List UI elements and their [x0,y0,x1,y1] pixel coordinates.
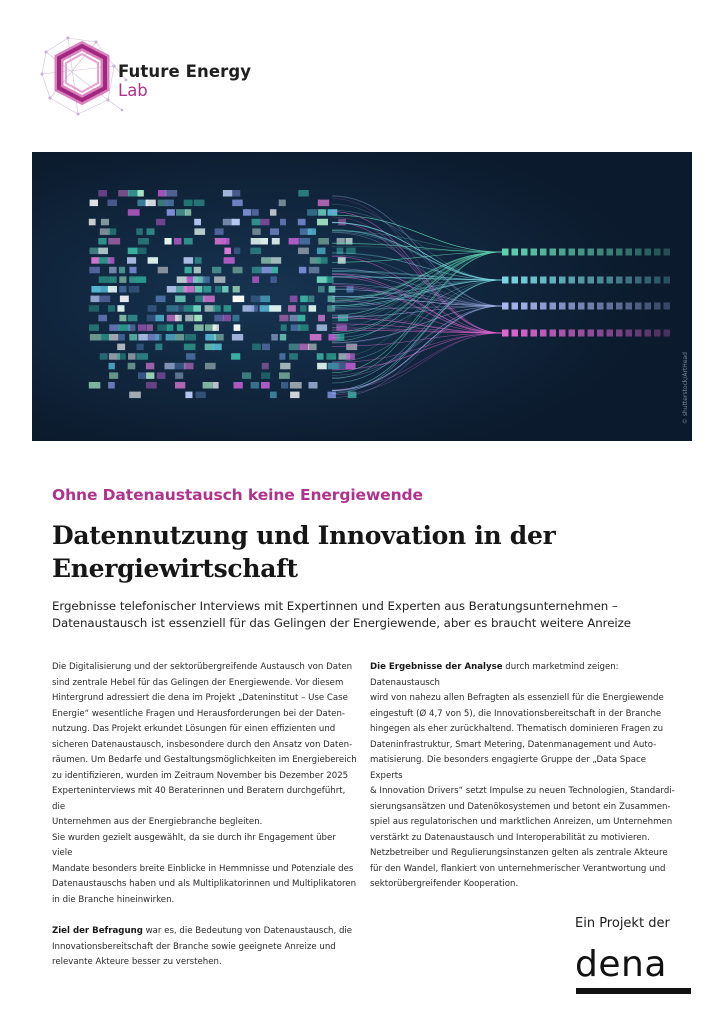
data-stream-illustration [32,152,692,441]
text-line [370,660,675,691]
goal-line-3: relevante Akteure besser zu verstehen. [52,957,222,967]
text-line: & Innovation Drivers“ setzt Impulse zu neuen Technologien, Standardi- [370,786,675,796]
text-line: in die Branche hineinwirken. [52,894,175,905]
text-line: eingestuft (Ø 4,7 von 5), die Innovationsbereitschaft in der Branche [370,708,662,719]
subtitle-line-2: Datenaustausch ist essenziell für das Gelingen der Energiewende, aber es braucht weitere Anreize [52,616,632,630]
image-credit: © shutterstock/ArtHead [682,352,689,425]
text-line: hingegen als eher zurückhaltend. Thematisch dominieren Fragen zu [370,724,664,734]
goal-bold-lead: Ziel der Befragung [52,926,143,936]
dena-logo: dena [575,944,667,985]
text-line: Energie“ wesentliche Fragen und Herausforderungen bei der Daten- [52,708,346,719]
text-line [52,924,357,940]
text-line: verstärkt zu Datenaustausch und Interoperabilität zu motivieren. [370,832,650,843]
intro-paragraph [52,660,357,908]
text-line: Die Digitalisierung und der sektorübergreifende Austausch von Daten [52,662,353,672]
text-line: Datenaustauschs haben und als Multiplikatorinnen und Multiplikatoren [52,879,357,889]
future-energy-lab-logo [38,30,268,120]
title-line-2: Energiewirtschaft [52,554,298,583]
left-column [52,660,357,971]
text-line: spiel aus regulatorischen und marktlichen Anreizen, um Unternehmen [370,817,673,827]
dena-logo-bar [576,988,691,994]
text-line: zu identifizieren, wurden im Zeitraum November bis Dezember 2025 [52,770,349,781]
hexagon-network-icon [38,30,128,120]
goal-line-2: Innovationsbereitschaft der Branche sowie geeignete Anreize und [52,941,336,952]
text-line: Dateninfrastruktur, Smart Metering, Datenmanagement und Auto- [370,739,657,750]
results-bold-lead: Die Ergebnisse der Analyse [370,662,503,672]
text-line: Sie wurden gezielt ausgewählt, da sie durch ihr Engagement über viele [52,832,336,858]
goal-paragraph [52,924,357,971]
subtitle-line-1: Ergebnisse telefonischer Interviews mit Expertinnen und Experten aus Beratungsunternehmen – [52,599,618,613]
text-line: nutzung. Das Projekt erkundet Lösungen für einen effizienten und [52,724,336,734]
logo-wordmark [118,63,251,100]
results-line-1: durch marketmind zeigen: Datenaustausch [370,662,619,688]
kicker-heading: Ohne Datenaustausch keine Energiewende [52,486,423,504]
right-column [370,660,675,893]
text-line: sierungsansätzen und Datenökosystemen und betont ein Zusammen- [370,801,671,812]
logo-title: Future Energy [118,62,252,81]
text-line: Hintergrund adressiert die dena im Projekt „Dateninstitut – Use Case [52,693,348,703]
text-line: Mandate besonders breite Einblicke in Hemmnisse und Potenziale des [52,863,354,874]
text-line: sind zentrale Hebel für das Gelingen der Energiewende. Vor diesem [52,677,344,688]
hero-image [32,152,692,441]
goal-line-1: war es, die Bedeutung von Datenaustausch, die [142,926,353,936]
title-line-1: Datennutzung und Innovation in der [52,521,556,550]
text-line: Unternehmen aus der Energiebranche begleiten. [52,817,263,827]
text-line: sicheren Datenaustausch, insbesondere durch den Ansatz von Daten- [52,739,353,750]
page-title [52,519,672,585]
text-line: sektorübergreifender Kooperation. [370,879,519,889]
text-line: Netzbetreiber und Regulierungsinstanzen gelten als zentrale Akteure [370,848,668,858]
logo-subtitle: Lab [118,81,148,100]
text-line: räumen. Um Bedarfe und Gestaltungsmöglichkeiten im Energiebereich [52,755,357,765]
text-line: wird von nahezu allen Befragten als essenziell für die Energiewende [370,693,664,703]
subtitle [52,598,682,632]
text-line: Experteninterviews mit 40 Beraterinnen und Beratern durchgeführt, die [52,786,346,812]
text-line: für den Wandel, flankiert von unternehmerischer Verantwortung und [370,863,666,874]
project-label: Ein Projekt der [575,916,670,931]
text-line: matisierung. Die besonders engagierte Gruppe der „Data Space Experts [370,755,646,781]
